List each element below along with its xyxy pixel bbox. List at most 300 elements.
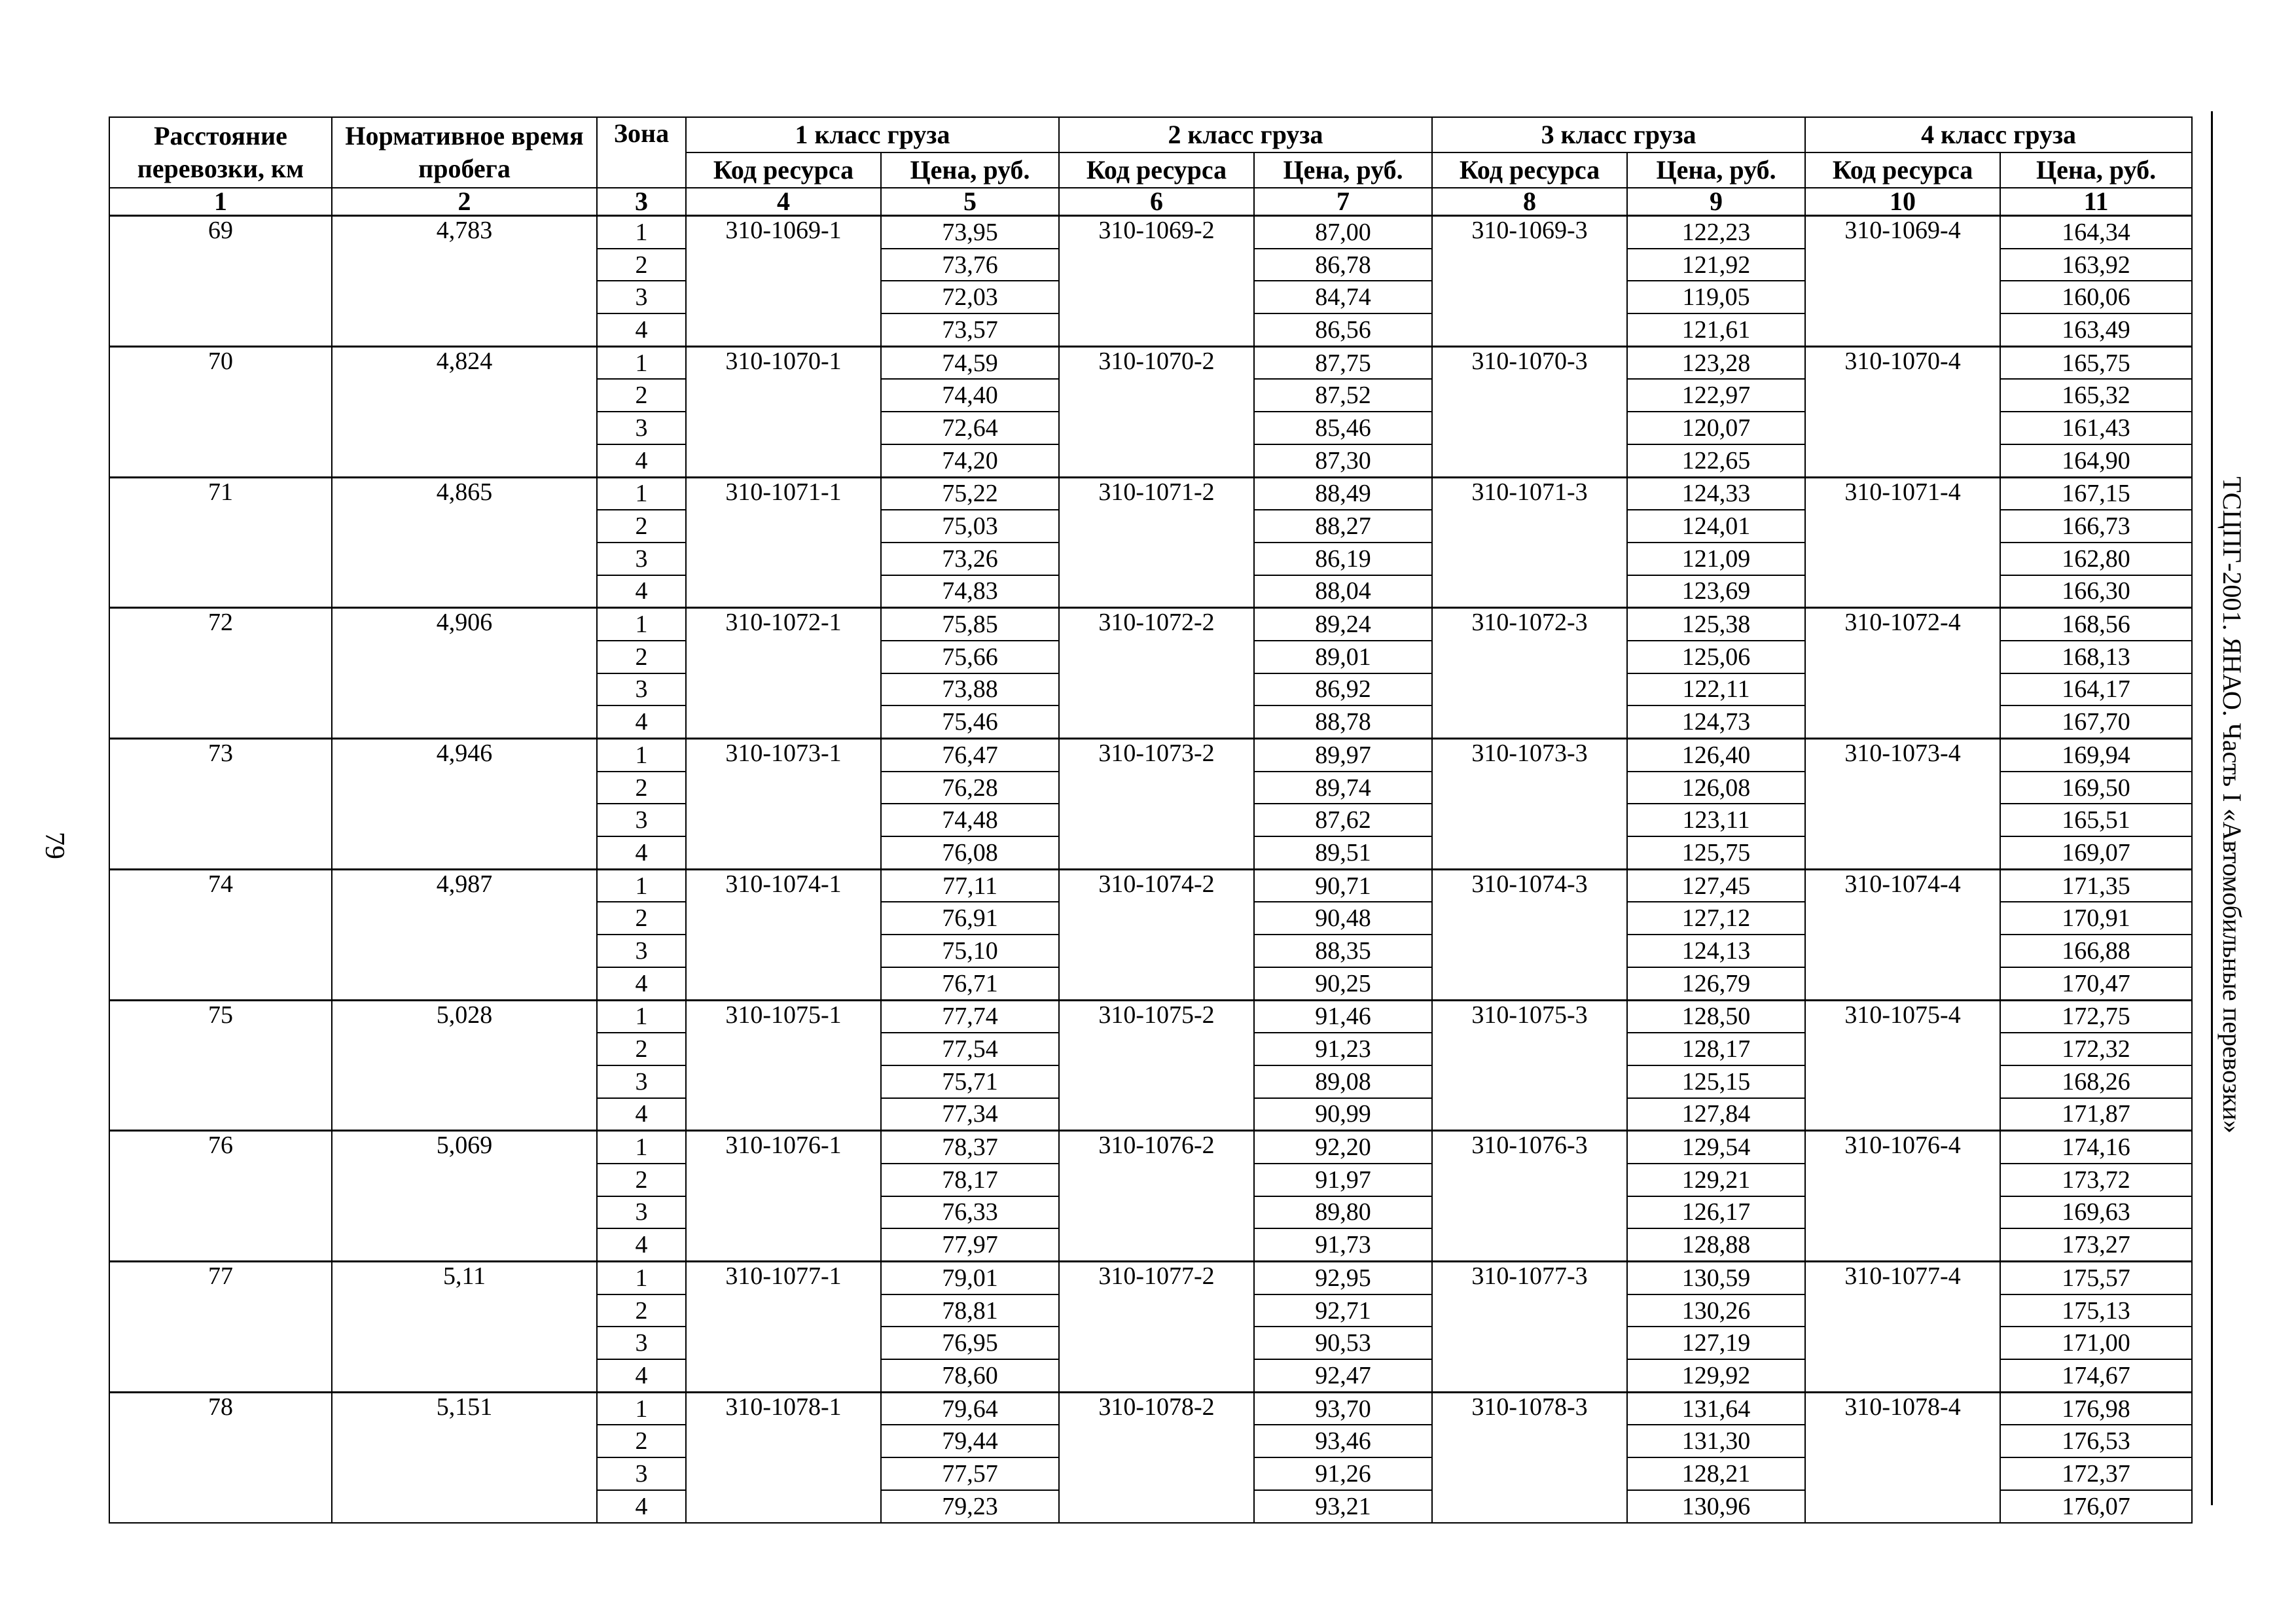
zone-cell: 3	[597, 935, 686, 967]
price-cell: 84,74	[1254, 281, 1432, 313]
price-cell: 169,63	[2000, 1196, 2192, 1229]
price-cell: 122,97	[1627, 379, 1805, 412]
price-cell: 78,60	[881, 1359, 1059, 1392]
column-number: 8	[1432, 188, 1627, 216]
time-cell: 4,946	[332, 739, 597, 870]
table-row	[109, 1000, 2192, 1033]
price-cell: 174,16	[2000, 1131, 2192, 1164]
zone-cell: 1	[597, 608, 686, 641]
price-cell: 73,26	[881, 543, 1059, 575]
price-cell: 168,26	[2000, 1065, 2192, 1098]
price-cell: 88,27	[1254, 510, 1432, 543]
price-cell: 75,22	[881, 477, 1059, 510]
price-cell: 85,46	[1254, 412, 1432, 444]
price-cell: 88,78	[1254, 705, 1432, 738]
zone-cell: 3	[597, 1457, 686, 1490]
distance-cell: 78	[109, 1392, 332, 1522]
column-number: 11	[2000, 188, 2192, 216]
price-cell: 76,47	[881, 739, 1059, 772]
zone-cell: 3	[597, 281, 686, 313]
distance-cell: 73	[109, 739, 332, 870]
header-code: Код ресурса	[1432, 152, 1627, 188]
zone-cell: 3	[597, 804, 686, 836]
distance-cell: 76	[109, 1131, 332, 1262]
resource-code-cell: 310-1071-1	[686, 477, 881, 608]
price-cell: 77,11	[881, 869, 1059, 902]
distance-cell: 71	[109, 477, 332, 608]
price-cell: 73,57	[881, 313, 1059, 346]
price-cell: 72,64	[881, 412, 1059, 444]
header-price: Цена, руб.	[2000, 152, 2192, 188]
table-row	[109, 1131, 2192, 1164]
resource-code-cell: 310-1077-1	[686, 1262, 881, 1393]
page-number: 79	[39, 832, 69, 859]
resource-code-cell: 310-1076-3	[1432, 1131, 1627, 1262]
price-cell: 120,07	[1627, 412, 1805, 444]
price-cell: 122,11	[1627, 673, 1805, 706]
zone-cell: 4	[597, 1359, 686, 1392]
table-row	[109, 1262, 2192, 1294]
resource-code-cell: 310-1077-2	[1059, 1262, 1254, 1393]
resource-code-cell: 310-1077-3	[1432, 1262, 1627, 1393]
distance-cell: 70	[109, 346, 332, 477]
price-cell: 174,67	[2000, 1359, 2192, 1392]
zone-cell: 3	[597, 1327, 686, 1359]
price-cell: 165,32	[2000, 379, 2192, 412]
price-cell: 123,11	[1627, 804, 1805, 836]
price-cell: 163,49	[2000, 313, 2192, 346]
column-number: 4	[686, 188, 881, 216]
price-cell: 74,48	[881, 804, 1059, 836]
table-row	[109, 739, 2192, 772]
resource-code-cell: 310-1075-3	[1432, 1000, 1627, 1131]
resource-code-cell: 310-1077-4	[1805, 1262, 2000, 1393]
price-cell: 79,23	[881, 1490, 1059, 1523]
price-cell: 88,49	[1254, 477, 1432, 510]
time-cell: 4,865	[332, 477, 597, 608]
resource-code-cell: 310-1070-1	[686, 346, 881, 477]
price-cell: 166,73	[2000, 510, 2192, 543]
price-cell: 166,88	[2000, 935, 2192, 967]
zone-cell: 1	[597, 346, 686, 379]
price-cell: 73,76	[881, 249, 1059, 281]
resource-code-cell: 310-1070-3	[1432, 346, 1627, 477]
price-cell: 91,97	[1254, 1164, 1432, 1196]
column-number: 5	[881, 188, 1059, 216]
resource-code-cell: 310-1071-2	[1059, 477, 1254, 608]
resource-code-cell: 310-1074-2	[1059, 869, 1254, 1000]
price-cell: 89,08	[1254, 1065, 1432, 1098]
zone-cell: 2	[597, 902, 686, 935]
zone-cell: 2	[597, 249, 686, 281]
zone-cell: 2	[597, 379, 686, 412]
zone-cell: 3	[597, 1065, 686, 1098]
price-cell: 130,26	[1627, 1294, 1805, 1327]
price-cell: 126,17	[1627, 1196, 1805, 1229]
price-cell: 131,30	[1627, 1425, 1805, 1457]
column-number: 1	[109, 188, 332, 216]
distance-cell: 74	[109, 869, 332, 1000]
resource-code-cell: 310-1075-4	[1805, 1000, 2000, 1131]
price-cell: 77,57	[881, 1457, 1059, 1490]
price-cell: 86,92	[1254, 673, 1432, 706]
resource-code-cell: 310-1078-1	[686, 1392, 881, 1522]
price-cell: 90,25	[1254, 967, 1432, 1000]
price-cell: 74,59	[881, 346, 1059, 379]
price-cell: 86,19	[1254, 543, 1432, 575]
price-cell: 92,95	[1254, 1262, 1432, 1294]
price-cell: 77,54	[881, 1033, 1059, 1065]
price-cell: 75,10	[881, 935, 1059, 967]
header-price: Цена, руб.	[1627, 152, 1805, 188]
price-cell: 75,03	[881, 510, 1059, 543]
resource-code-cell: 310-1069-1	[686, 216, 881, 347]
price-cell: 125,75	[1627, 836, 1805, 869]
side-title-bar	[2211, 111, 2247, 1505]
zone-cell: 4	[597, 967, 686, 1000]
zone-cell: 1	[597, 1000, 686, 1033]
price-cell: 90,71	[1254, 869, 1432, 902]
price-cell: 128,88	[1627, 1228, 1805, 1261]
zone-cell: 1	[597, 739, 686, 772]
column-number: 7	[1254, 188, 1432, 216]
price-cell: 77,74	[881, 1000, 1059, 1033]
price-cell: 74,40	[881, 379, 1059, 412]
price-cell: 131,64	[1627, 1392, 1805, 1425]
resource-code-cell: 310-1070-4	[1805, 346, 2000, 477]
price-cell: 89,80	[1254, 1196, 1432, 1229]
price-cell: 129,54	[1627, 1131, 1805, 1164]
price-cell: 170,91	[2000, 902, 2192, 935]
price-cell: 74,20	[881, 444, 1059, 477]
resource-code-cell: 310-1073-3	[1432, 739, 1627, 870]
price-cell: 129,92	[1627, 1359, 1805, 1392]
zone-cell: 4	[597, 1490, 686, 1523]
price-cell: 75,71	[881, 1065, 1059, 1098]
time-cell: 4,987	[332, 869, 597, 1000]
price-cell: 87,62	[1254, 804, 1432, 836]
price-cell: 171,87	[2000, 1098, 2192, 1131]
column-number: 6	[1059, 188, 1254, 216]
price-cell: 72,03	[881, 281, 1059, 313]
price-cell: 76,95	[881, 1327, 1059, 1359]
price-cell: 75,85	[881, 608, 1059, 641]
distance-cell: 75	[109, 1000, 332, 1131]
price-cell: 169,94	[2000, 739, 2192, 772]
header-zone: Зона	[597, 117, 686, 188]
zone-cell: 3	[597, 1196, 686, 1229]
price-cell: 175,57	[2000, 1262, 2192, 1294]
price-cell: 161,43	[2000, 412, 2192, 444]
price-cell: 169,50	[2000, 772, 2192, 804]
price-cell: 90,48	[1254, 902, 1432, 935]
header-price: Цена, руб.	[881, 152, 1059, 188]
price-cell: 122,23	[1627, 216, 1805, 249]
resource-code-cell: 310-1073-4	[1805, 739, 2000, 870]
header-class-1: 1 класс груза	[686, 117, 1059, 152]
price-cell: 170,47	[2000, 967, 2192, 1000]
price-cell: 76,08	[881, 836, 1059, 869]
price-cell: 166,30	[2000, 575, 2192, 608]
price-cell: 168,13	[2000, 641, 2192, 673]
price-cell: 130,96	[1627, 1490, 1805, 1523]
header-class-4: 4 класс груза	[1805, 117, 2192, 152]
price-cell: 172,75	[2000, 1000, 2192, 1033]
price-cell: 91,46	[1254, 1000, 1432, 1033]
price-cell: 93,70	[1254, 1392, 1432, 1425]
zone-cell: 2	[597, 510, 686, 543]
price-cell: 126,40	[1627, 739, 1805, 772]
price-cell: 76,71	[881, 967, 1059, 1000]
price-cell: 79,64	[881, 1392, 1059, 1425]
zone-cell: 1	[597, 477, 686, 510]
price-cell: 130,59	[1627, 1262, 1805, 1294]
header-time: Нормативное время пробега	[332, 117, 597, 188]
price-cell: 173,72	[2000, 1164, 2192, 1196]
resource-code-cell: 310-1074-3	[1432, 869, 1627, 1000]
price-cell: 92,20	[1254, 1131, 1432, 1164]
price-cell: 176,98	[2000, 1392, 2192, 1425]
resource-code-cell: 310-1069-4	[1805, 216, 2000, 347]
price-cell: 124,13	[1627, 935, 1805, 967]
header-class-3: 3 класс груза	[1432, 117, 1805, 152]
price-cell: 88,35	[1254, 935, 1432, 967]
table-row	[109, 477, 2192, 510]
price-cell: 89,74	[1254, 772, 1432, 804]
resource-code-cell: 310-1073-2	[1059, 739, 1254, 870]
price-cell: 75,66	[881, 641, 1059, 673]
resource-code-cell: 310-1069-3	[1432, 216, 1627, 347]
column-number: 9	[1627, 188, 1805, 216]
price-cell: 90,53	[1254, 1327, 1432, 1359]
zone-cell: 2	[597, 1425, 686, 1457]
zone-cell: 3	[597, 543, 686, 575]
resource-code-cell: 310-1071-3	[1432, 477, 1627, 608]
price-cell: 119,05	[1627, 281, 1805, 313]
header-price: Цена, руб.	[1254, 152, 1432, 188]
price-cell: 172,37	[2000, 1457, 2192, 1490]
price-cell: 122,65	[1627, 444, 1805, 477]
time-cell: 4,824	[332, 346, 597, 477]
resource-code-cell: 310-1076-2	[1059, 1131, 1254, 1262]
price-cell: 167,70	[2000, 705, 2192, 738]
price-cell: 127,45	[1627, 869, 1805, 902]
price-cell: 76,28	[881, 772, 1059, 804]
price-cell: 89,51	[1254, 836, 1432, 869]
zone-cell: 1	[597, 1392, 686, 1425]
distance-cell: 69	[109, 216, 332, 347]
price-cell: 171,00	[2000, 1327, 2192, 1359]
price-cell: 88,04	[1254, 575, 1432, 608]
zone-cell: 2	[597, 1033, 686, 1065]
price-cell: 77,97	[881, 1228, 1059, 1261]
price-cell: 127,19	[1627, 1327, 1805, 1359]
price-cell: 123,28	[1627, 346, 1805, 379]
time-cell: 5,028	[332, 1000, 597, 1131]
zone-cell: 2	[597, 1164, 686, 1196]
time-cell: 4,783	[332, 216, 597, 347]
price-cell: 125,38	[1627, 608, 1805, 641]
zone-cell: 3	[597, 412, 686, 444]
table-body	[109, 216, 2192, 1523]
resource-code-cell: 310-1074-4	[1805, 869, 2000, 1000]
resource-code-cell: 310-1072-1	[686, 608, 881, 739]
price-cell: 76,91	[881, 902, 1059, 935]
resource-code-cell: 310-1076-4	[1805, 1131, 2000, 1262]
distance-cell: 77	[109, 1262, 332, 1393]
price-cell: 78,17	[881, 1164, 1059, 1196]
resource-code-cell: 310-1072-3	[1432, 608, 1627, 739]
resource-code-cell: 310-1072-2	[1059, 608, 1254, 739]
zone-cell: 4	[597, 575, 686, 608]
distance-cell: 72	[109, 608, 332, 739]
price-cell: 79,44	[881, 1425, 1059, 1457]
price-cell: 121,61	[1627, 313, 1805, 346]
price-cell: 165,51	[2000, 804, 2192, 836]
price-cell: 73,88	[881, 673, 1059, 706]
price-cell: 73,95	[881, 216, 1059, 249]
resource-code-cell: 310-1078-3	[1432, 1392, 1627, 1522]
column-number: 2	[332, 188, 597, 216]
zone-cell: 4	[597, 1098, 686, 1131]
price-cell: 86,78	[1254, 249, 1432, 281]
price-cell: 127,84	[1627, 1098, 1805, 1131]
table-row	[109, 346, 2192, 379]
price-cell: 87,52	[1254, 379, 1432, 412]
zone-cell: 4	[597, 1228, 686, 1261]
zone-cell: 3	[597, 673, 686, 706]
price-cell: 124,33	[1627, 477, 1805, 510]
time-cell: 5,069	[332, 1131, 597, 1262]
price-cell: 87,00	[1254, 216, 1432, 249]
price-cell: 126,08	[1627, 772, 1805, 804]
zone-cell: 4	[597, 836, 686, 869]
tariff-table	[109, 116, 2193, 1524]
price-cell: 164,90	[2000, 444, 2192, 477]
table-row	[109, 1392, 2192, 1425]
resource-code-cell: 310-1073-1	[686, 739, 881, 870]
price-cell: 129,21	[1627, 1164, 1805, 1196]
price-cell: 125,06	[1627, 641, 1805, 673]
price-cell: 91,26	[1254, 1457, 1432, 1490]
price-cell: 123,69	[1627, 575, 1805, 608]
resource-code-cell: 310-1071-4	[1805, 477, 2000, 608]
price-cell: 124,01	[1627, 510, 1805, 543]
resource-code-cell: 310-1078-2	[1059, 1392, 1254, 1522]
time-cell: 5,151	[332, 1392, 597, 1522]
price-cell: 87,75	[1254, 346, 1432, 379]
price-cell: 91,23	[1254, 1033, 1432, 1065]
price-cell: 175,13	[2000, 1294, 2192, 1327]
price-cell: 164,34	[2000, 216, 2192, 249]
price-cell: 172,32	[2000, 1033, 2192, 1065]
price-cell: 76,33	[881, 1196, 1059, 1229]
resource-code-cell: 310-1070-2	[1059, 346, 1254, 477]
price-cell: 78,81	[881, 1294, 1059, 1327]
price-cell: 89,97	[1254, 739, 1432, 772]
price-cell: 168,56	[2000, 608, 2192, 641]
time-cell: 5,11	[332, 1262, 597, 1393]
price-cell: 91,73	[1254, 1228, 1432, 1261]
price-cell: 121,92	[1627, 249, 1805, 281]
side-title: ТСЦПГ-2001. ЯНАО. Часть I «Автомобильные перевозки»	[2217, 476, 2247, 1133]
price-cell: 90,99	[1254, 1098, 1432, 1131]
resource-code-cell: 310-1074-1	[686, 869, 881, 1000]
price-cell: 124,73	[1627, 705, 1805, 738]
table-row	[109, 216, 2192, 249]
table-row	[109, 608, 2192, 641]
header-class-2: 2 класс груза	[1059, 117, 1432, 152]
zone-cell: 4	[597, 705, 686, 738]
price-cell: 167,15	[2000, 477, 2192, 510]
column-number: 3	[597, 188, 686, 216]
price-cell: 176,53	[2000, 1425, 2192, 1457]
price-cell: 169,07	[2000, 836, 2192, 869]
header-code: Код ресурса	[1805, 152, 2000, 188]
header-distance: Расстояние перевозки, км	[109, 117, 332, 188]
price-cell: 163,92	[2000, 249, 2192, 281]
resource-code-cell: 310-1075-2	[1059, 1000, 1254, 1131]
time-cell: 4,906	[332, 608, 597, 739]
price-cell: 126,79	[1627, 967, 1805, 1000]
price-cell: 125,15	[1627, 1065, 1805, 1098]
price-cell: 77,34	[881, 1098, 1059, 1131]
price-cell: 128,21	[1627, 1457, 1805, 1490]
price-cell: 121,09	[1627, 543, 1805, 575]
price-cell: 165,75	[2000, 346, 2192, 379]
price-cell: 92,71	[1254, 1294, 1432, 1327]
resource-code-cell: 310-1069-2	[1059, 216, 1254, 347]
price-cell: 74,83	[881, 575, 1059, 608]
price-cell: 89,01	[1254, 641, 1432, 673]
price-cell: 176,07	[2000, 1490, 2192, 1523]
zone-cell: 1	[597, 1131, 686, 1164]
price-cell: 171,35	[2000, 869, 2192, 902]
resource-code-cell: 310-1078-4	[1805, 1392, 2000, 1522]
zone-cell: 4	[597, 313, 686, 346]
price-cell: 93,46	[1254, 1425, 1432, 1457]
header-code: Код ресурса	[686, 152, 881, 188]
price-cell: 173,27	[2000, 1228, 2192, 1261]
price-cell: 128,50	[1627, 1000, 1805, 1033]
zone-cell: 2	[597, 1294, 686, 1327]
price-cell: 87,30	[1254, 444, 1432, 477]
column-number: 10	[1805, 188, 2000, 216]
resource-code-cell: 310-1072-4	[1805, 608, 2000, 739]
price-cell: 92,47	[1254, 1359, 1432, 1392]
price-cell: 78,37	[881, 1131, 1059, 1164]
zone-cell: 2	[597, 772, 686, 804]
price-cell: 93,21	[1254, 1490, 1432, 1523]
price-cell: 164,17	[2000, 673, 2192, 706]
price-cell: 75,46	[881, 705, 1059, 738]
zone-cell: 1	[597, 869, 686, 902]
price-cell: 79,01	[881, 1262, 1059, 1294]
zone-cell: 4	[597, 444, 686, 477]
price-cell: 128,17	[1627, 1033, 1805, 1065]
table-header	[109, 117, 2192, 216]
resource-code-cell: 310-1075-1	[686, 1000, 881, 1131]
price-cell: 89,24	[1254, 608, 1432, 641]
price-cell: 127,12	[1627, 902, 1805, 935]
table-row	[109, 869, 2192, 902]
price-cell: 86,56	[1254, 313, 1432, 346]
price-cell: 160,06	[2000, 281, 2192, 313]
zone-cell: 1	[597, 1262, 686, 1294]
zone-cell: 2	[597, 641, 686, 673]
header-code: Код ресурса	[1059, 152, 1254, 188]
price-cell: 162,80	[2000, 543, 2192, 575]
